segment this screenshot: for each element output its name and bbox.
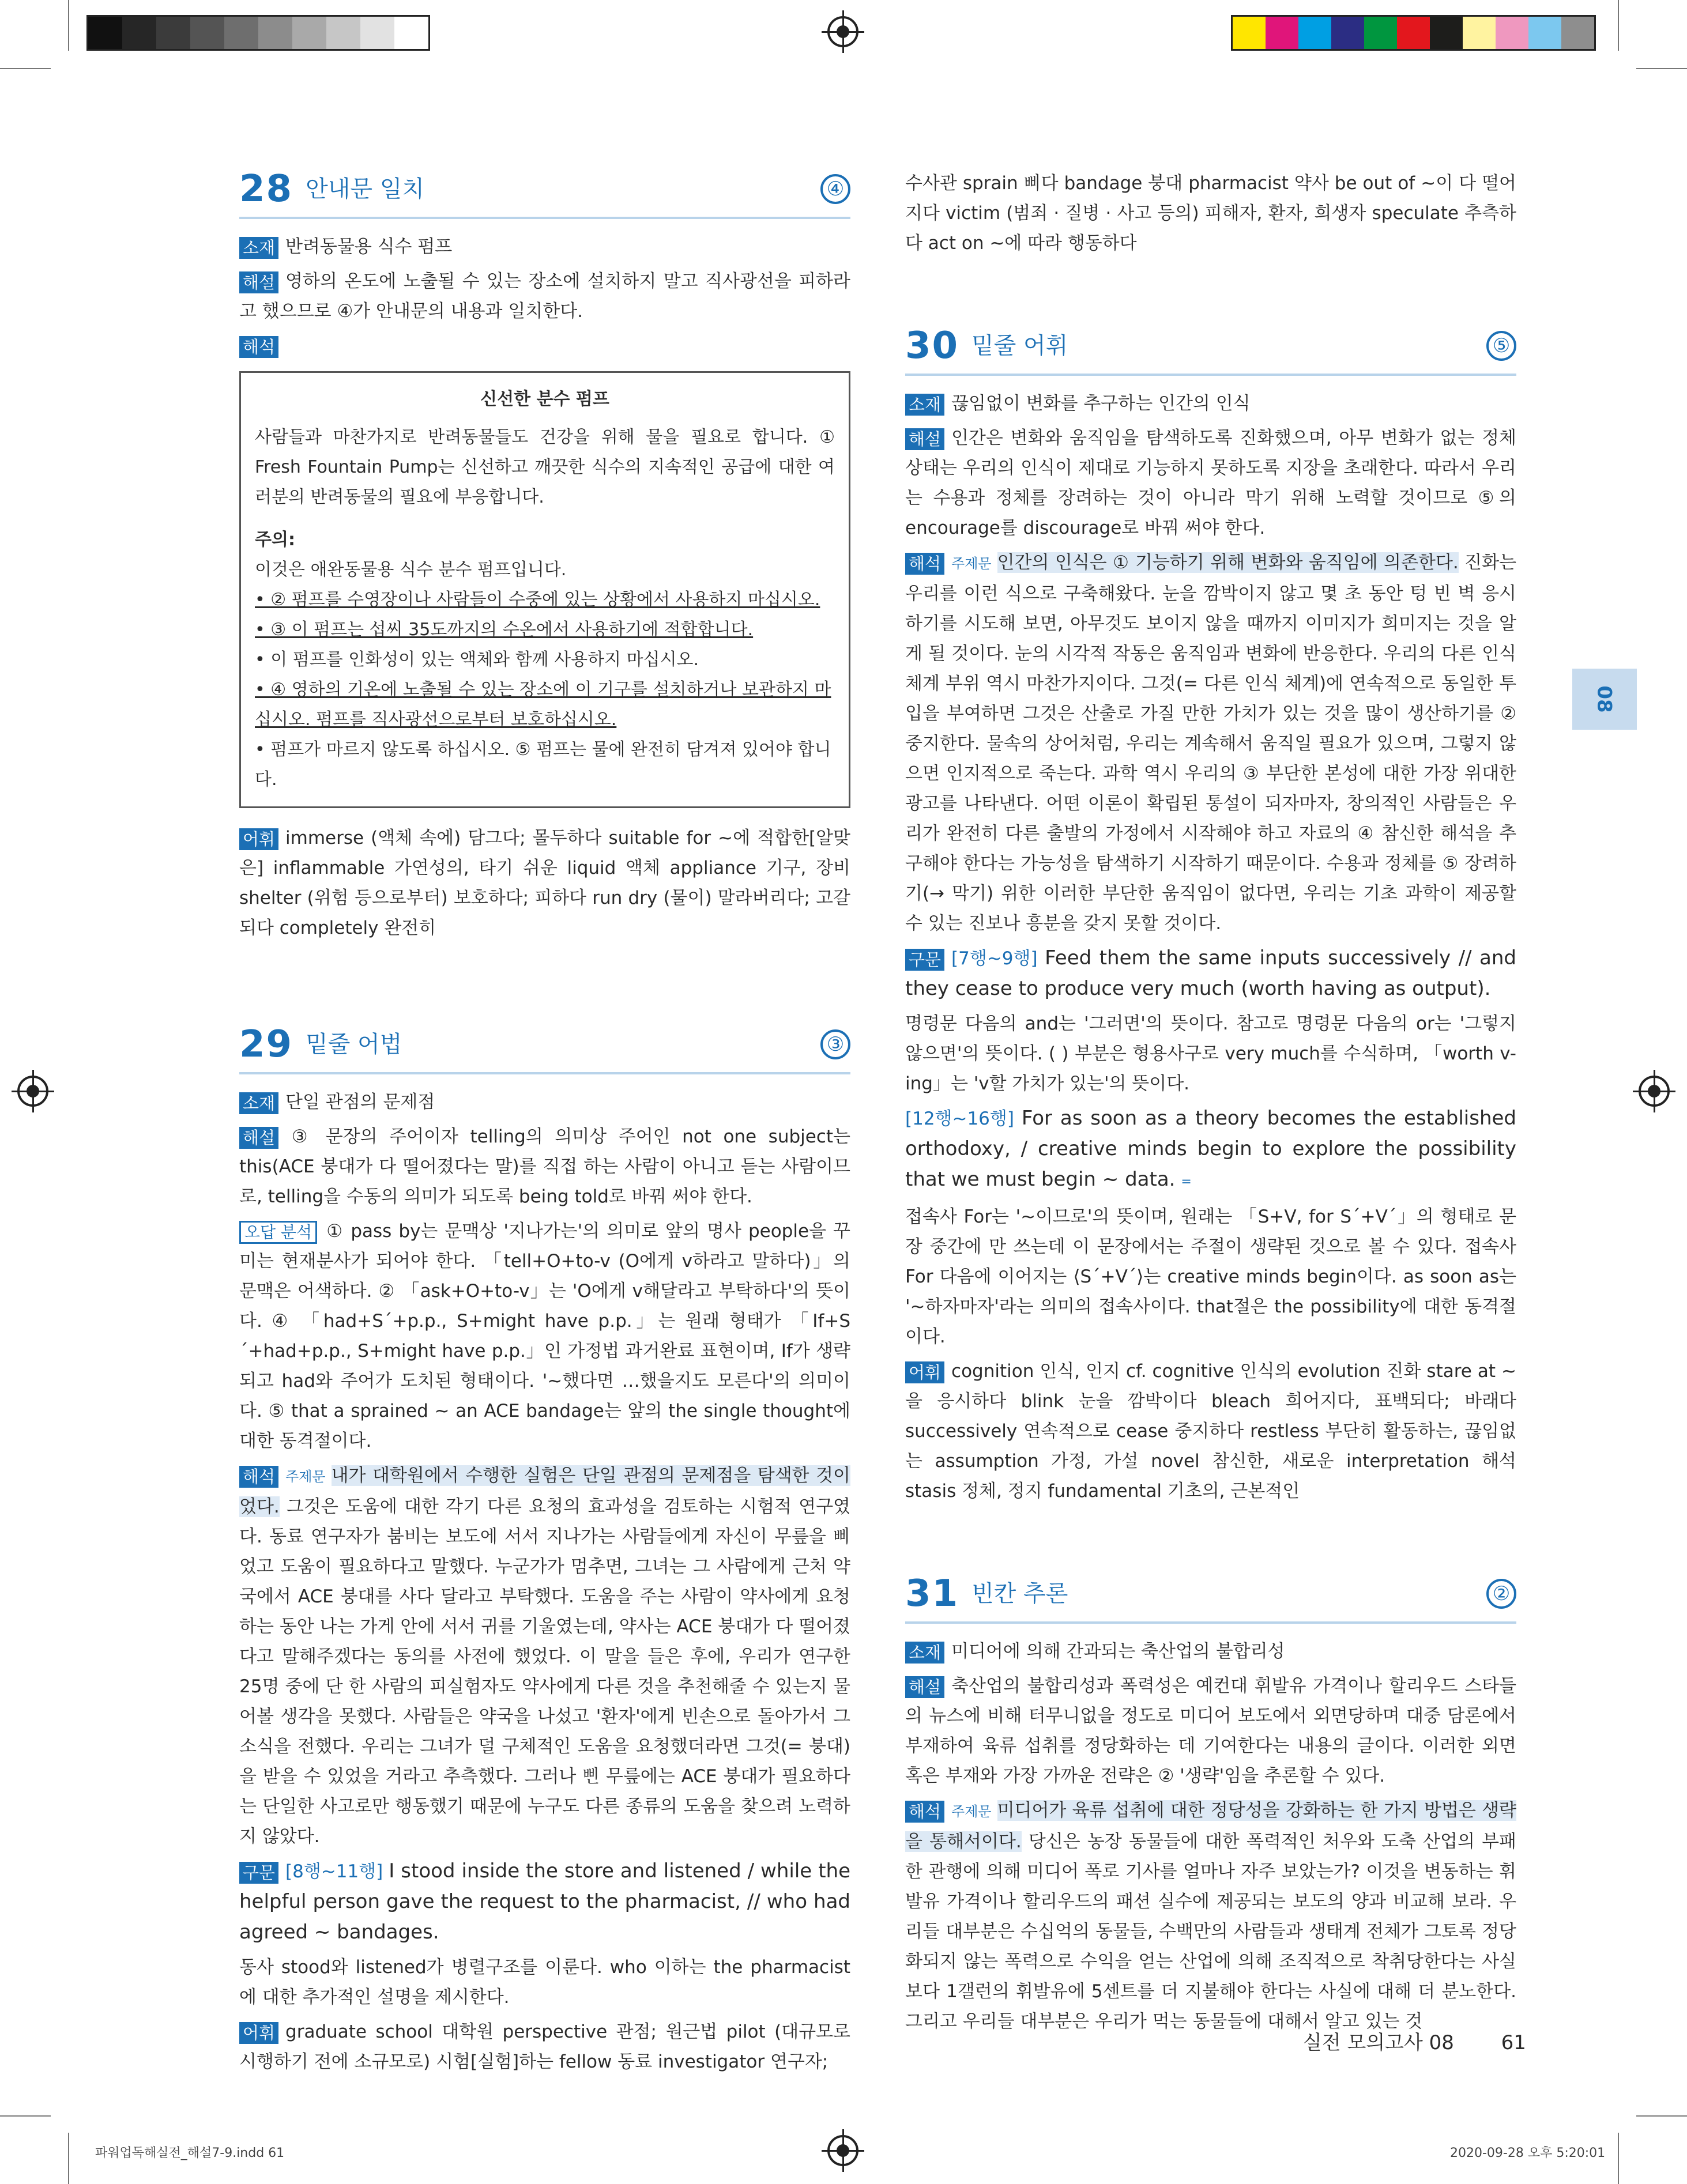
gumun-ref: [12행~16행]	[905, 1108, 1014, 1129]
haeseok-line	[905, 548, 1516, 938]
box-bullet: • ③ 이 펌프는 섭씨 35도까지의 수온에서 사용하기에 적합합니다.	[255, 620, 754, 640]
gumun-ref: [7행~9행]	[951, 948, 1038, 969]
box-intro: 사람들과 마찬가지로 반려동물들도 건강을 위해 물을 필요로 합니다. ① Fresh Fountain Pump는 신선하고 깨끗한 식수의 지속적인 공급에 대한 여러분의 반려동물의 필요에 부응합니다.	[255, 427, 835, 507]
question-number: 28	[239, 168, 293, 210]
gray-swatch	[258, 17, 292, 49]
color-swatch	[1561, 17, 1594, 49]
color-swatch	[1496, 17, 1528, 49]
haeseok-line	[239, 331, 850, 361]
color-swatch	[1397, 17, 1430, 49]
gray-swatch	[394, 17, 428, 49]
answer-badge: ⑤	[1486, 331, 1516, 361]
vocab-line	[239, 2017, 850, 2077]
gumun-line	[905, 943, 1516, 1004]
vocab-tag: 어휘	[239, 2022, 278, 2044]
haeseok-text: 진화는 우리를 이런 식으로 구축해왔다. 눈을 깜박이지 않고 몇 초 동안 텅 빈 벽 응시하기를 시도해 보면, 아무것도 보이지 않을 때까지 이미지가 희미지는 것을 알게 될 것이다. 눈의 시각적 작동은 움직임과 변화에 반응한다. 우리의 다른 인식 체계 부위 역시 마찬가지이다. 그것(= 다른 인식 체계)에 연속적으로 동일한 투입을 부여하면 그것은 산출로 가질 만한 가치가 있는 것을 많이 생산하기를 ② 중지한다. 물속의 상어처럼, 우리는 계속해서 움직일 필요가 있으며, 그렇지 않으면 인지적으로 죽는다. 과학 역시 우리의 ③ 부단한 본성에 대한 가장 위대한 광고를 나타낸다. 어떤 이론이 확립된 통설이 되자마자, 창의적인 사람들은 우리가 완전히 다른 출발의 가정에서 시작해야 하고 자료의 ④ 참신한 해석을 추구해야 한다는 가능성을 탐색하기 시작하기 때문이다. 수용과 정체를 ⑤ 장려하기(→ 막기) 위한 이러한 부단한 움직임이 없다면, 우리는 기초 과학이 제공할 수 있는 진보나 흥분을 갖지 못할 것이다.	[905, 552, 1516, 934]
gumun-line	[905, 1103, 1516, 1197]
haeseok-tag: 해석	[905, 1801, 944, 1823]
grayscale-calibration-strip	[86, 15, 430, 51]
question-title: 밑줄 어법	[306, 1031, 402, 1058]
haeseok-line	[239, 1461, 850, 1851]
apposition-mark: =	[1181, 1175, 1192, 1189]
haeseok-tag: 해석	[239, 1466, 278, 1488]
vocab-line	[905, 1356, 1516, 1506]
odap-text: ① pass by는 문맥상 '지나가는'의 의미로 앞의 명사 people을 꾸미는 현재분사가 되어야 한다. 「tell+O+to-v (O에게 v하라고 말하다)」의 문맥은 어색하다. ② 「ask+O+to-v」는 'O에게 v해달라고 부탁하다'의 뜻이다. ④ 「had+S´+p.p., S+might have p.p.」는 원래 형태가 「If+S´+had+p.p., S+might have p.p.」인 가정법 과거완료 표현이며, If가 생략되고 had와 주어가 도치된 형태이다. '~했다면 …했을지도 모른다'의 의미이다. ⑤ that a sprained ~ an ACE bandage는 앞의 the single thought에 대한 동격절이다.	[239, 1221, 851, 1451]
topic-sentence: 미디어가 육류 섭취에 대한 정당성을 강화하는 한 가지 방법은 생략을 통해서이다.	[905, 1800, 1516, 1852]
slug-date: 2020-09-28 오후 5:20:01	[1450, 2146, 1606, 2160]
question-title: 안내문 일치	[306, 176, 424, 202]
gray-swatch	[326, 17, 360, 49]
page-number: 61	[1501, 2031, 1526, 2054]
haeseol-text: 영하의 온도에 노출될 수 있는 장소에 설치하지 말고 직사광선을 피하라고 했으므로 ④가 안내문의 내용과 일치한다.	[239, 271, 850, 322]
sojae-text: 미디어에 의해 간과되는 축산업의 불합리성	[951, 1641, 1285, 1662]
box-line: 이것은 애완동물용 식수 분수 펌프입니다.	[255, 560, 567, 580]
box-bullet: • 펌프가 마르지 않도록 하십시오. ⑤ 펌프는 물에 완전히 담겨져 있어야 합니다.	[255, 740, 831, 790]
crop-mark	[1636, 2115, 1687, 2117]
sojae-tag: 소재	[905, 1642, 944, 1664]
gray-swatch	[156, 17, 190, 49]
gumun-line	[239, 1856, 850, 1948]
right-column	[905, 168, 1516, 2041]
question-30-header	[905, 318, 1516, 376]
registration-mark-left	[17, 1076, 48, 1107]
question-28-header	[239, 161, 850, 219]
vocab-text: cognition 인식, 인지 cf. cognitive 인식의 evolution 진화 stare at ~을 응시하다 blink 눈을 깜박이다 bleach 희어지다, 표백되다; 바래다 successively 연속적으로 cease 중지하다 restless 부단히 활동하는, 끊임없는 assumption 가정, 가설 novel 참신한, 새로운 interpretation 해석 stasis 정체, 정지 fundamental 기초의, 근본적인	[905, 1361, 1516, 1502]
left-column	[239, 161, 850, 2081]
topic-tag: 주제문	[285, 1469, 326, 1485]
vocab-tag: 어휘	[239, 828, 278, 850]
answer-badge: ④	[820, 174, 850, 204]
answer-badge: ②	[1486, 1579, 1516, 1609]
vocab-text: graduate school 대학원 perspective 관점; 원근법 pilot (대규모로 시행하기 전에 소규모로) 시험[실험]하는 fellow 동료 investigator 연구자;	[239, 2021, 850, 2072]
question-29-header	[239, 1017, 850, 1074]
haeseol-line	[905, 423, 1516, 543]
gumun-tag: 구문	[239, 1862, 278, 1884]
haeseol-tag: 해설	[905, 428, 944, 450]
sojae-line	[239, 232, 850, 262]
haeseol-line	[239, 266, 850, 326]
haeseok-text: 그것은 도움에 대한 각기 다른 요청의 효과성을 검토하는 시험적 연구였다. 동료 연구자가 붐비는 보도에 서서 지나가는 사람들에게 자신이 무릎을 삐었고 도움이 필요하다고 말했다. 누군가가 멈추면, 그녀는 그 사람에게 근처 약국에서 ACE 붕대를 사다 달라고 부탁했다. 도움을 주는 사람이 약사에게 요청하는 동안 나는 가게 안에 서서 귀를 기울였는데, 약사는 ACE 붕대가 다 떨어졌다고 말해주겠다는 동의를 사전에 했었다. 이 말을 들은 후에, 우리가 연구한 25명 중에 단 한 사람의 피실험자도 약사에게 다른 것을 추천해줄 수 있는지 물어볼 생각을 못했다. 사람들은 약국을 나섰고 '환자'에게 빈손으로 돌아가서 그 소식을 전했다. 우리는 그녀가 덜 구체적인 도움을 요청했더라면 그것(= 붕대)을 받을 수 있었을 거라고 추측했다. 그러나 삔 무릎에는 ACE 붕대가 필요하다는 단일한 사고로만 행동했기 때문에 누구도 다른 종류의 도움을 찾으려 노력하지 않았다.	[239, 1496, 850, 1847]
footer-title: 실전 모의고사 08	[1303, 2031, 1454, 2054]
crop-mark	[68, 2133, 69, 2184]
crop-mark	[1636, 68, 1687, 69]
haeseol-text: 인간은 변화와 움직임을 탐색하도록 진화했으며, 아무 변화가 없는 정체 상태는 우리의 인식이 제대로 기능하지 못하도록 지장을 초래한다. 따라서 우리는 수용과 정체를 장려하는 것이 아니라 막기 위해 노력할 것이므로 ⑤의 encourage를 discourage로 바꿔 써야 한다.	[905, 428, 1516, 538]
haeseok-line	[905, 1796, 1516, 2036]
box-bullet: • ④ 영하의 기온에 노출될 수 있는 장소에 이 기구를 설치하거나 보관하지 마십시오. 펌프를 직사광선으로부터 보호하십시오.	[255, 680, 831, 730]
gray-swatch	[190, 17, 224, 49]
odap-tag: 오답 분석	[239, 1221, 317, 1244]
sojae-text: 단일 관점의 문제점	[285, 1092, 435, 1112]
vocab-continued: 수사관 sprain 삐다 bandage 붕대 pharmacist 약사 be out of ~이 다 떨어지다 victim (범죄 · 질병 · 사고 등의) 피해자, 환자, 희생자 speculate 추측하다 act on ~에 따라 행동하다	[905, 173, 1516, 254]
gray-swatch	[224, 17, 258, 49]
translation-box	[239, 371, 850, 808]
haeseol-text: 축산업의 불합리성과 폭력성은 예컨대 휘발유 가격이나 할리우드 스타들의 뉴스에 비해 터무니없을 정도로 미디어 보도에서 외면당하며 대중 담론에서 부재하여 육류 섭취를 정당화하는 데 기여한다는 내용의 글이다. 이러한 외면 혹은 부재와 가장 가까운 전략은 ② '생략'임을 추론할 수 있다.	[905, 1676, 1516, 1786]
box-bullet: • 이 펌프를 인화성이 있는 액체와 함께 사용하지 마십시오.	[255, 650, 699, 670]
box-caution: 주의:	[255, 530, 295, 550]
gumun-english: I stood inside the store and listened / while the helpful person gave the request to the pharmacist, // who had agreed ~ bandages.	[239, 1859, 850, 1944]
question-31-header	[905, 1566, 1516, 1624]
color-swatch	[1528, 17, 1561, 49]
color-swatch	[1298, 17, 1331, 49]
color-swatch	[1331, 17, 1364, 49]
question-title: 빈칸 추론	[971, 1581, 1068, 1607]
chapter-side-tab: 08	[1572, 669, 1637, 730]
crop-mark	[68, 0, 69, 51]
slug-filename: 파워업독해실전_해설7-9.indd 61	[95, 2146, 285, 2160]
registration-mark-top	[827, 16, 858, 47]
sojae-tag: 소재	[239, 1092, 278, 1114]
box-title: 신선한 분수 펌프	[480, 389, 609, 409]
answer-badge: ③	[820, 1029, 850, 1059]
sojae-line	[239, 1087, 850, 1117]
haeseol-tag: 해설	[239, 1127, 278, 1149]
question-number: 31	[905, 1572, 959, 1615]
haeseok-tag: 해석	[239, 336, 278, 358]
sojae-text: 끊임없이 변화를 추구하는 인간의 인식	[951, 393, 1251, 414]
color-calibration-strip	[1231, 15, 1596, 51]
gumun-ref: [8행~11행]	[285, 1861, 383, 1882]
haeseol-tag: 해설	[239, 271, 278, 293]
vocab-tag: 어휘	[905, 1361, 944, 1383]
topic-sentence: 내가 대학원에서 수행한 실험은 단일 관점의 문제점을 탐색한 것이었다.	[239, 1465, 850, 1517]
haeseol-text: ③ 문장의 주어이자 telling의 의미상 주어인 not one subject는 this(ACE 붕대가 다 떨어졌다는 말)를 직접 하는 사람이 아니고 듣는 사람이므로, telling을 수동의 의미가 되도록 being told로 바꿔 써야 한다.	[239, 1126, 850, 1207]
sojae-line	[905, 1636, 1516, 1666]
haeseol-line	[239, 1122, 850, 1212]
page-footer	[1303, 2027, 1526, 2055]
crop-mark	[0, 2115, 51, 2117]
color-swatch	[1364, 17, 1397, 49]
crop-mark	[0, 68, 51, 69]
gray-swatch	[88, 17, 122, 49]
color-swatch	[1430, 17, 1463, 49]
crop-mark	[1618, 2133, 1619, 2184]
haeseok-tag: 해석	[905, 553, 944, 575]
topic-tag: 주제문	[951, 1804, 992, 1820]
sojae-tag: 소재	[239, 237, 278, 259]
color-swatch	[1266, 17, 1298, 49]
gray-swatch	[360, 17, 394, 49]
haeseol-tag: 해설	[905, 1676, 944, 1698]
vocab-text: immerse (액체 속에) 담그다; 몰두하다 suitable for ~에 적합한[알맞은] inflammable 가연성의, 타기 쉬운 liquid 액체 appliance 기구, 장비 shelter (위험 등으로부터) 보호하다; 피하다 run dry (물이) 말라버리다; 고갈되다 completely 완전히	[239, 828, 850, 938]
odap-line	[239, 1216, 850, 1456]
vocab-line	[239, 823, 850, 943]
topic-sentence: 인간의 인식은 ① 기능하기 위해 변화와 움직임에 의존한다.	[997, 552, 1459, 573]
sojae-line	[905, 388, 1516, 418]
color-swatch	[1233, 17, 1266, 49]
color-swatch	[1463, 17, 1496, 49]
gray-swatch	[122, 17, 156, 49]
gumun-explanation: 명령문 다음의 and는 '그러면'의 뜻이다. 참고로 명령문 다음의 or는 '그렇지 않으면'의 뜻이다. ( ) 부분은 형용사구로 very much를 수식하며, 「worth v-ing」는 'v할 가치가 있는'의 뜻이다.	[905, 1013, 1516, 1094]
gumun-explanation: 접속사 For는 '~이므로'의 뜻이며, 원래는 「S+V, for S´+V´」의 형태로 문장 중간에 만 쓰는데 이 문장에서는 주절이 생략된 것으로 볼 수 있다. 접속사 For 다음에 이어지는 ⟨S´+V´⟩는 creative minds begin이다. as soon as는 '~하자마자'라는 의미의 접속사이다. that절은 the possibility에 대한 동격절이다.	[905, 1206, 1516, 1347]
registration-mark-right	[1639, 1076, 1670, 1107]
gray-swatch	[292, 17, 326, 49]
gumun-tag: 구문	[905, 949, 944, 971]
box-bullet: • ② 펌프를 수영장이나 사람들이 수중에 있는 상황에서 사용하지 마십시오.	[255, 590, 820, 610]
gumun-english: For as soon as a theory becomes the established orthodoxy, / creative minds begin to explore the possibility that we must begin ~ data.	[905, 1107, 1516, 1191]
topic-tag: 주제문	[951, 556, 992, 572]
question-number: 30	[905, 325, 959, 367]
haeseol-line	[905, 1671, 1516, 1791]
registration-mark-bottom	[827, 2135, 858, 2166]
haeseok-text: 당신은 농장 동물들에 대한 폭력적인 처우와 도축 산업의 부패한 관행에 의해 미디어 폭로 기사를 얼마나 자주 보았는가? 이것을 변동하는 휘발유 가격이나 할리우드의 패션 실수에 제공되는 보도의 양과 비교해 보라. 우리들 대부분은 수십억의 동물들, 수백만의 사람들과 생태계 전체가 그토록 정당화되지 않는 폭력으로 수익을 얻는 산업에 의해 조직적으로 착취당한다는 사실보다 1갤런의 휘발유에 5센트를 더 지불해야 한다는 사실에 대해 더 분노한다. 그리고 우리들 대부분은 우리가 먹는 동물들에 대해서 알고 있는 것	[905, 1831, 1516, 2032]
crop-mark	[1618, 0, 1619, 51]
gumun-english: Feed them the same inputs successively // and they cease to produce very much (worth having as output).	[905, 946, 1517, 1000]
question-title: 밑줄 어휘	[971, 333, 1068, 359]
sojae-tag: 소재	[905, 394, 944, 416]
question-number: 29	[239, 1023, 293, 1066]
sojae-text: 반려동물용 식수 펌프	[285, 236, 453, 257]
gumun-explanation: 동사 stood와 listened가 병렬구조를 이룬다. who 이하는 the pharmacist에 대한 추가적인 설명을 제시한다.	[239, 1957, 850, 2008]
